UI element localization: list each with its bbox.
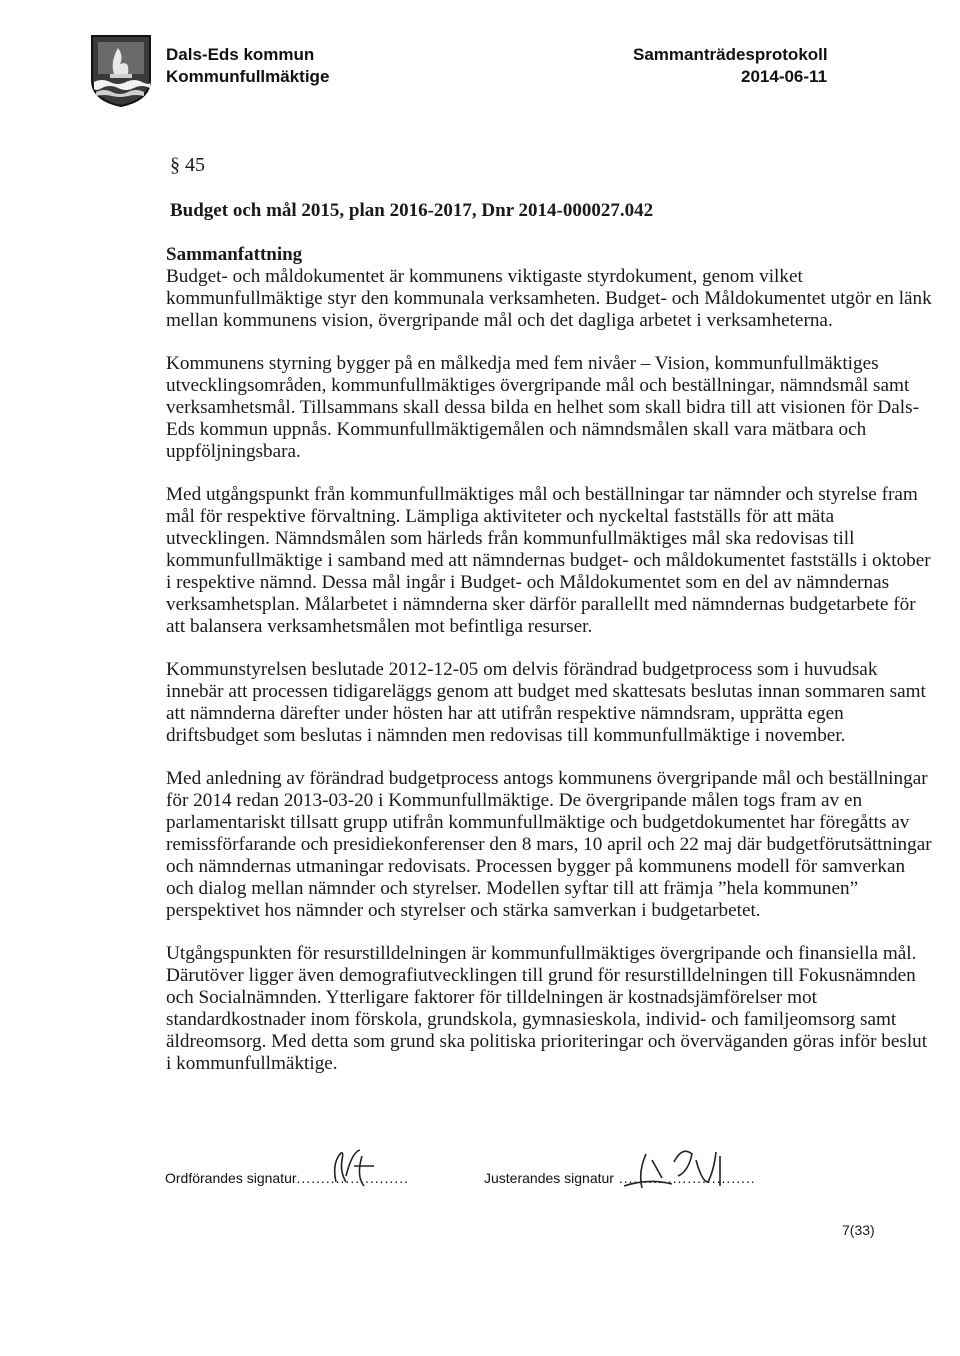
meeting-date: 2014-06-11: [741, 67, 828, 86]
page-header: [90, 34, 890, 114]
adjuster-signature-label: Justerandes signatur: [484, 1170, 614, 1186]
document-body: [166, 244, 936, 1096]
page-number: 7(33): [842, 1222, 875, 1238]
section-number: § 45: [170, 154, 205, 176]
organization-name: Dals-Eds kommun: [166, 45, 315, 64]
adjuster-handwritten-signature: [618, 1142, 738, 1196]
adjuster-signature-line: Justerandes signatur ............................: [484, 1170, 756, 1186]
document-type: Sammanträdesprotokoll: [633, 45, 828, 64]
paragraph: Kommunstyrelsen beslutade 2012-12-05 om delvis förändrad budgetprocess som i huvudsak innebär att processen tidigareläggs genom att budget med skattesats beslutas innan sommaren samt att nämnderna därefter under hösten har att utifrån respektive nämndsram, upprätta egen driftsbudget som beslutas i nämnden men redovisas till kommunfullmäktige i november.: [166, 659, 926, 746]
chair-signature-line: Ordförandes signatur.......................: [165, 1170, 409, 1186]
chair-signature-label: Ordförandes signatur: [165, 1170, 297, 1186]
paragraph: Utgångspunkten för resurstilldelningen är kommunfullmäktiges övergripande och finansiella mål. Därutöver ligger även demografiutvecklingen till grund för resurstilldelningen till Fokusnämnden och Socialnämnden. Ytterligare faktorer för tilldelningen är kostnadsjämförelser mot standardkostnader inom förskola, grundskola, gymnasieskola, individ- och familjeomsorg samt äldreomsorg. Med detta som grund ska politiska prioriteringar och överväganden göras inför beslut i kommunfullmäktige.: [166, 943, 928, 1074]
paragraph: Kommunens styrning bygger på en målkedja med fem nivåer – Vision, kommunfullmäktiges utvecklingsområden, kommunfullmäktiges övergripande mål och beställningar, nämndsmål samt verksamhetsmål. Tillsammans skall dessa bilda en helhet som skall bidra till att visionen för Dals-Eds kommun uppnås. Kommunfullmäktigemålen och nämndsmålen skall vara mätbara och uppföljningsbara.: [166, 353, 919, 462]
organization-unit: Kommunfullmäktige: [166, 67, 330, 86]
paragraph: Med utgångspunkt från kommunfullmäktiges mål och beställningar tar nämnder och styrelse fram mål för respektive förvaltning. Lämpliga aktiviteter och nyckeltal fastställs för att mäta utvecklingen. Nämndsmålen som härleds från kommunfullmäktiges mål ska redovisas till kommunfullmäktige i samband med att nämndernas budget- och måldokumentet fastställs i oktober i respektive nämnd. Dessa mål ingår i Budget- och Måldokumentet som en del av nämndernas verksamhetsplan. Målarbetet i nämnderna sker därför parallellt med nämndernas budgetarbete för att balansera verksamhetsmålen mot befintliga resurser.: [166, 484, 931, 637]
paragraph: Med anledning av förändrad budgetprocess antogs kommunens övergripande mål och beställningar för 2014 redan 2013-03-20 i Kommunfullmäktige. De övergripande målen togs fram av en parlamentariskt tillsatt grupp utifrån kommunfullmäktige och budgetdokumentet har föregåtts av remissförfarande och presidiekonferenser den 8 mars, 10 april och 22 maj där budgetförutsättningar och nämndernas utmaningar redovisats. Processen bygger på kommunens modell för samverkan och dialog mellan nämnder och styrelser. Modellen syftar till att främja ”hela kommunen” perspektivet hos nämnder och styrelser och stärka samverkan i budgetarbetet.: [166, 768, 932, 921]
summary-heading: Sammanfattning: [166, 244, 303, 265]
agenda-item-title: Budget och mål 2015, plan 2016-2017, Dnr 2014-000027.042: [170, 200, 654, 221]
paragraph: Budget- och måldokumentet är kommunens viktigaste styrdokument, genom vilket kommunfullmäktige styr den kommunala verksamheten. Budget- och Måldokumentet utgör en länk mellan kommunens vision, övergripande mål och det dagliga arbetet i verksamheterna.: [166, 266, 932, 331]
municipal-crest-logo: [90, 34, 152, 108]
